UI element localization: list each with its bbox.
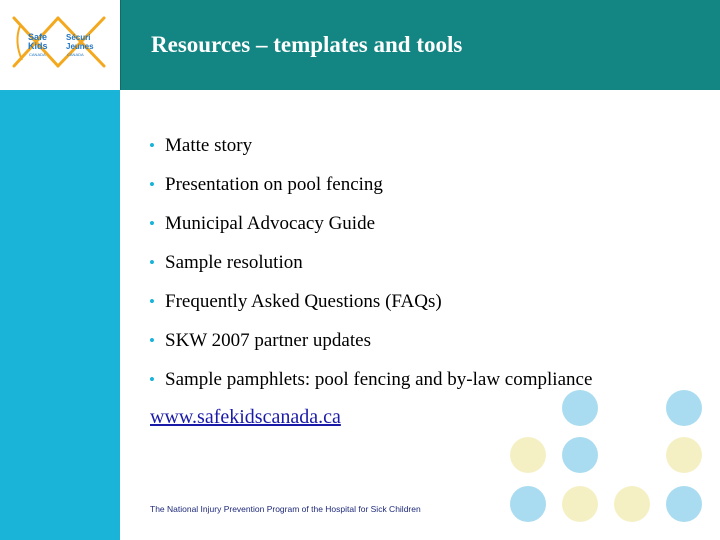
footer-note: The National Injury Prevention Program of the Hospital for Sick Children	[150, 504, 421, 514]
page-title: Resources – templates and tools	[151, 32, 463, 57]
bullet-icon: •	[149, 292, 155, 311]
logo-graphic	[0, 0, 120, 90]
list-item-text: Municipal Advocacy Guide	[165, 213, 376, 234]
website-link[interactable]: www.safekidscanada.ca	[150, 406, 341, 428]
list-item	[149, 290, 592, 329]
decorative-dot	[666, 486, 702, 522]
decorative-dot	[666, 390, 702, 426]
logo-en-line2: Kids	[28, 41, 48, 51]
resources-list	[149, 134, 592, 407]
logo-fr-line1: Sécuri	[66, 33, 91, 42]
decorative-dot	[510, 486, 546, 522]
bullet-icon: •	[149, 136, 155, 155]
safe-kids-logo	[0, 0, 120, 90]
bullet-icon: •	[149, 370, 155, 389]
decorative-dot	[562, 437, 598, 473]
list-item	[149, 134, 592, 173]
list-item	[149, 251, 592, 290]
left-sidebar-band	[0, 90, 120, 540]
header-bar	[120, 0, 720, 90]
list-item	[149, 368, 592, 407]
logo-fr-line2: Jeunes	[66, 42, 94, 51]
decorative-dot	[562, 486, 598, 522]
decorative-dot	[562, 390, 598, 426]
bullet-icon: •	[149, 214, 155, 233]
decorative-dot	[510, 437, 546, 473]
list-item-text: Frequently Asked Questions (FAQs)	[165, 291, 442, 312]
bullet-icon: •	[149, 175, 155, 194]
logo-country-fr: CANADA	[67, 52, 84, 57]
list-item-text: Presentation on pool fencing	[165, 174, 383, 195]
logo-en-line1: Safe	[28, 32, 48, 42]
list-item-text: SKW 2007 partner updates	[165, 330, 371, 351]
list-item	[149, 212, 592, 251]
logo-country-en: CANADA	[29, 52, 46, 57]
bullet-icon: •	[149, 331, 155, 350]
decorative-dot	[666, 437, 702, 473]
list-item-text: Matte story	[165, 135, 253, 156]
bullet-icon: •	[149, 253, 155, 272]
list-item-text: Sample resolution	[165, 252, 303, 273]
list-item-text: Sample pamphlets: pool fencing and by-law compliance	[165, 369, 593, 390]
decorative-dot	[614, 486, 650, 522]
list-item	[149, 329, 592, 368]
list-item	[149, 173, 592, 212]
